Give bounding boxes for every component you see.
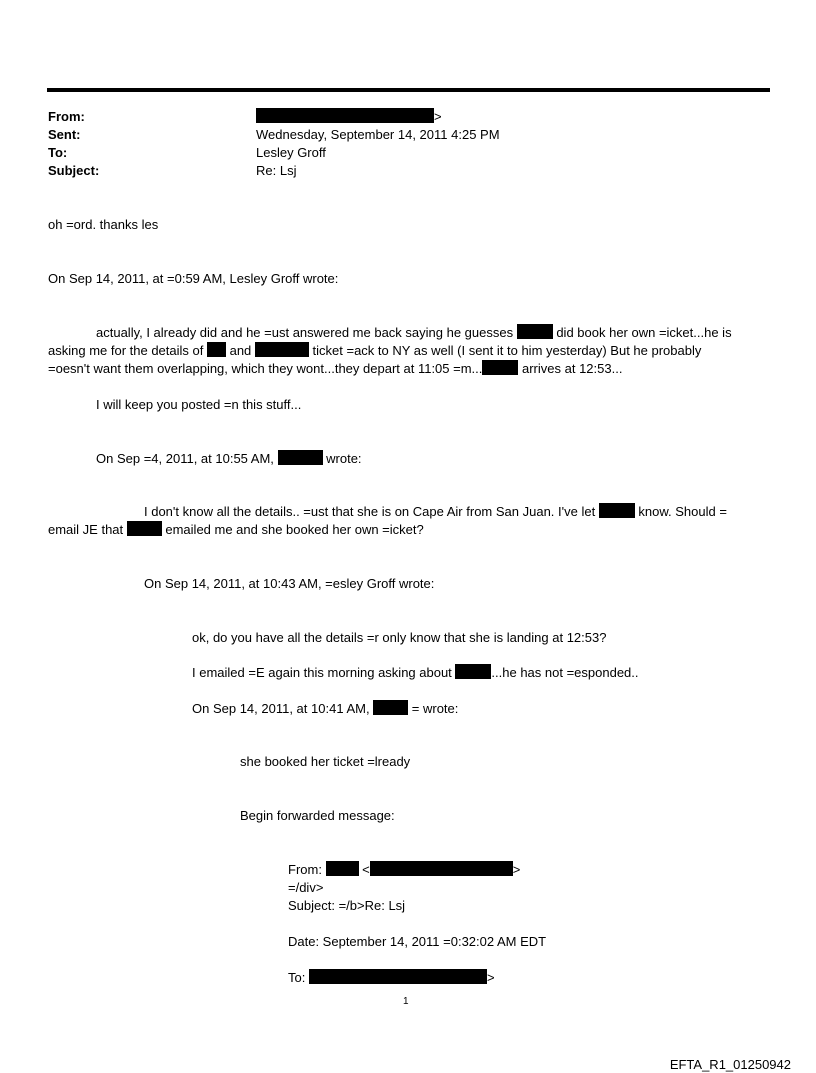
quote-header: On Sep 14, 2011, at 10:41 AM, = wrote: [192, 701, 459, 716]
sent-value: Wednesday, September 14, 2011 4:25 PM [256, 127, 500, 142]
email-header [48, 108, 500, 180]
to-row [48, 144, 500, 162]
quote-header: On Sep =4, 2011, at 10:55 AM, wrote: [96, 451, 362, 466]
redaction [127, 521, 162, 536]
redaction [255, 342, 309, 357]
redaction [455, 664, 491, 679]
body-line: I will keep you posted =n this stuff... [96, 397, 302, 412]
body-line: Begin forwarded message: [240, 808, 395, 823]
sent-label: Sent: [48, 127, 81, 142]
redaction [370, 861, 513, 876]
body-line: she booked her ticket =lready [240, 754, 411, 769]
redaction [599, 503, 635, 518]
forward-div: =/div> [288, 880, 324, 895]
redaction [256, 108, 434, 123]
forward-subject: Subject: =/b>Re: Lsj [288, 898, 406, 913]
redaction [517, 324, 553, 339]
quote-header: On Sep 14, 2011, at =0:59 AM, Lesley Groff wrote: [48, 271, 339, 286]
body-line: =oesn't want them overlapping, which they wont...they depart at 11:05 =m... arrives at 12:53... [48, 361, 623, 376]
quote-header: On Sep 14, 2011, at 10:43 AM, =esley Groff wrote: [144, 576, 435, 591]
body-line: actually, I already did and he =ust answered me back saying he guesses did book her own =icket...he is [96, 325, 732, 340]
subject-row [48, 162, 500, 180]
body-line: oh =ord. thanks les [48, 217, 159, 232]
body-line: I don't know all the details.. =ust that she is on Cape Air from San Juan. I've let know. Should = [144, 504, 727, 519]
body-line: email JE that emailed me and she booked her own =icket? [48, 522, 424, 537]
forward-date: Date: September 14, 2011 =0:32:02 AM EDT [288, 934, 547, 949]
to-value: Lesley Groff [256, 145, 326, 160]
subject-value: Re: Lsj [256, 163, 297, 178]
subject-label: Subject: [48, 163, 100, 178]
from-label: From: [48, 109, 85, 124]
redaction [482, 360, 518, 375]
forward-to: To: > [288, 970, 495, 985]
redaction [207, 342, 226, 357]
body-line: asking me for the details of and ticket =ack to NY as well (I sent it to him yesterday) But he probably [48, 343, 702, 358]
body-line: I emailed =E again this morning asking about ...he has not =esponded.. [192, 665, 639, 680]
page-number: 1 [403, 996, 409, 1007]
redaction [373, 700, 408, 715]
redaction [278, 450, 323, 465]
forward-from: From: < > [288, 862, 521, 877]
from-row [48, 108, 500, 126]
body-line: ok, do you have all the details =r only know that she is landing at 12:53? [192, 630, 607, 645]
document-id: EFTA_R1_01250942 [669, 1057, 791, 1072]
sent-row [48, 126, 500, 144]
redaction [309, 969, 487, 984]
from-value: > [256, 108, 442, 126]
header-rule [47, 88, 770, 92]
to-label: To: [48, 145, 68, 160]
redaction [326, 861, 359, 876]
